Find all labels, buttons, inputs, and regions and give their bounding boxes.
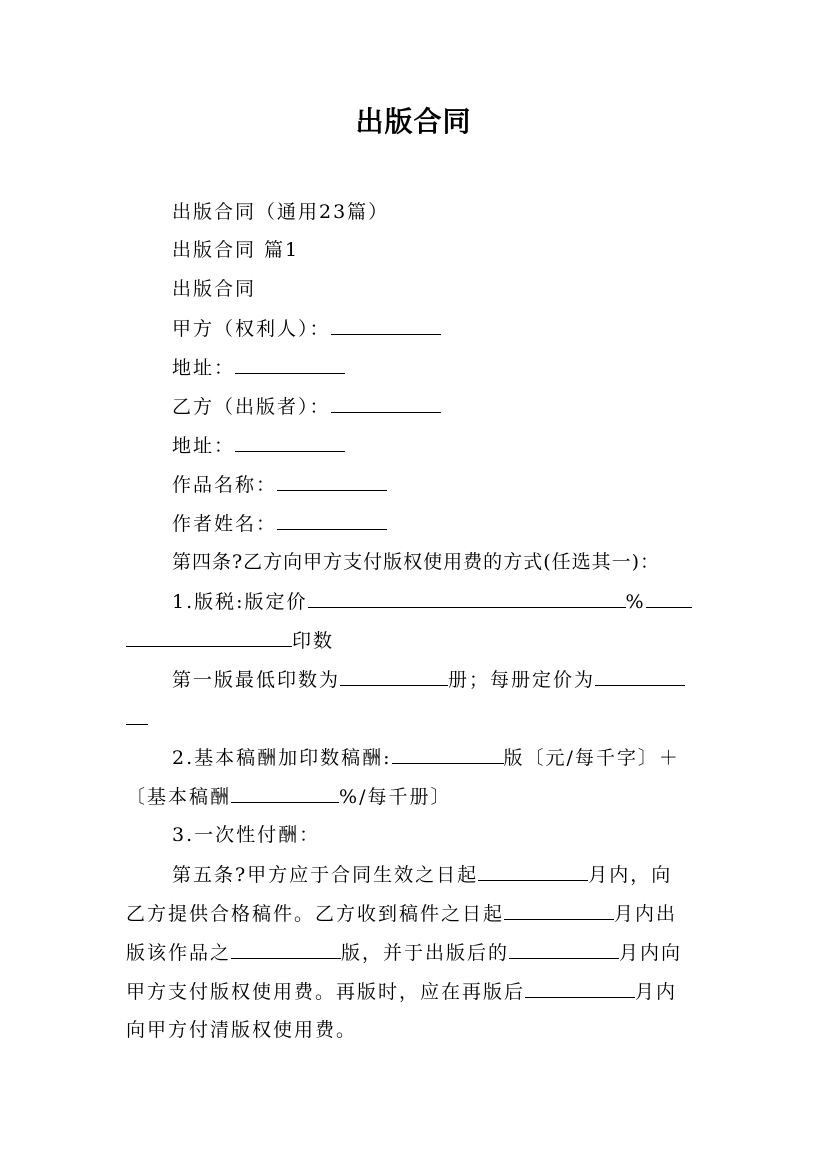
contract-name: 出版合同 xyxy=(172,278,257,300)
article-5-text-i: 月内 xyxy=(635,981,678,1003)
article-5-text-g: 月内向 xyxy=(619,942,683,964)
item-2-label-c: 〔基本稿酬 xyxy=(126,786,232,808)
article-5-blank-5 xyxy=(525,979,635,998)
first-edition-label-b: 册；每册定价为 xyxy=(448,669,596,691)
document-subtitle: 出版合同（通用23篇） xyxy=(172,201,390,223)
first-edition-blank-tail xyxy=(126,706,148,725)
author-name-blank xyxy=(277,511,387,530)
item-1-prefix: 1.版税:版定价 xyxy=(172,591,308,613)
party-a-line xyxy=(172,316,441,341)
author-name-line xyxy=(172,511,387,536)
article-5-blank-4 xyxy=(509,940,619,959)
party-b-address-label: 地址： xyxy=(172,435,236,457)
article-5-text-f: 版，并于出版后的 xyxy=(341,942,510,964)
document-title: 出版合同 xyxy=(355,105,472,138)
party-a-address-blank xyxy=(235,355,345,374)
item-1-blank-print xyxy=(126,628,292,647)
party-a-blank xyxy=(331,316,441,335)
article-5-line-1 xyxy=(172,862,672,887)
first-edition-blank-count xyxy=(340,667,448,686)
party-b-address-blank xyxy=(235,433,345,452)
article-5-blank-1 xyxy=(478,862,588,881)
item-1-line xyxy=(172,589,692,614)
item-1-blank-price xyxy=(308,589,626,608)
item-2-line xyxy=(172,745,680,770)
first-edition-blank-price xyxy=(595,667,685,686)
article-5-blank-3 xyxy=(231,940,341,959)
item-2-continued xyxy=(126,784,451,809)
article-5-line-5: 向甲方付清版权使用费。 xyxy=(126,1019,358,1041)
item-2-label-a: 2.基本稿酬加印数稿酬: xyxy=(172,747,392,769)
party-b-blank xyxy=(331,394,441,413)
article-5-line-3 xyxy=(126,940,682,965)
article-5-text-h: 甲方支付版权使用费。再版时，应在再版后 xyxy=(126,981,526,1003)
party-a-label: 甲方（权利人）： xyxy=(172,318,331,340)
party-a-address-line xyxy=(172,355,345,380)
work-title-blank xyxy=(277,472,387,491)
article-5-text-a: 第五条?甲方应于合同生效之日起 xyxy=(172,864,479,886)
article-5-text-d: 月内出 xyxy=(614,903,678,925)
item-1-suffix: 印数 xyxy=(292,630,335,652)
party-b-address-line xyxy=(172,433,345,458)
party-b-label: 乙方（出版者）： xyxy=(172,396,331,418)
party-b-line xyxy=(172,394,441,419)
section-heading: 出版合同 篇1 xyxy=(172,239,300,261)
article-5-text-b: 月内，向 xyxy=(588,864,673,886)
work-title-line xyxy=(172,472,387,497)
first-edition-label-a: 第一版最低印数为 xyxy=(172,669,341,691)
item-1-blank-tail xyxy=(646,589,692,608)
article-5-blank-2 xyxy=(504,901,614,920)
article-4: 第四条?乙方向甲方支付版权使用费的方式(任选其一)： xyxy=(172,551,661,573)
item-2-label-d: %/每千册〕 xyxy=(339,786,452,808)
article-5-text-e: 版该作品之 xyxy=(126,942,232,964)
author-name-label: 作者姓名： xyxy=(172,513,278,535)
first-edition-continued xyxy=(126,706,148,731)
item-2-blank-rate xyxy=(392,745,504,764)
item-2-label-b: 版〔元/每千字〕＋ xyxy=(503,747,680,769)
item-3: 3.一次性付酬： xyxy=(172,824,321,846)
article-5-text-c: 乙方提供合格稿件。乙方收到稿件之日起 xyxy=(126,903,505,925)
article-5-line-4 xyxy=(126,979,677,1004)
first-edition-line xyxy=(172,667,685,692)
article-5-line-2 xyxy=(126,901,677,926)
item-1-continued xyxy=(126,628,334,653)
item-1-percent: % xyxy=(625,591,646,613)
item-2-blank-percent xyxy=(231,784,339,803)
work-title-label: 作品名称： xyxy=(172,474,278,496)
party-a-address-label: 地址： xyxy=(172,357,236,379)
